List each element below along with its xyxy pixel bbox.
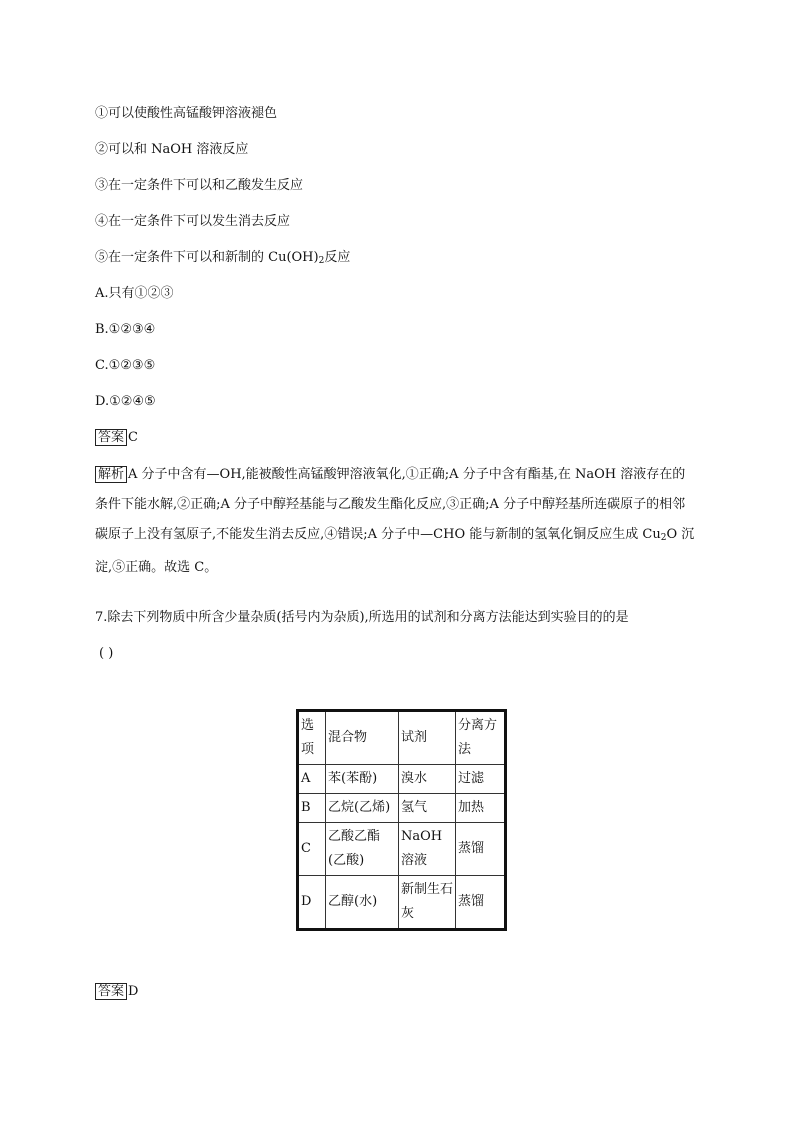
- table-row: [298, 876, 506, 930]
- option-a: A.只有①②③: [95, 286, 174, 301]
- statement-5: [95, 248, 350, 271]
- table-cell: 加热: [456, 794, 506, 823]
- analysis: [95, 460, 695, 583]
- table-header-cell: 混合物: [326, 711, 399, 765]
- answer-7: [95, 982, 138, 1002]
- table-cell: B: [298, 794, 326, 823]
- option-d: D.①②④⑤: [95, 394, 156, 409]
- options-table: [296, 709, 507, 931]
- table-header-cell: 选项: [298, 711, 326, 765]
- table-cell: 乙烷(乙烯): [326, 794, 399, 823]
- option-c: C.①②③⑤: [95, 358, 156, 373]
- table-header-cell: 试剂: [399, 711, 456, 765]
- analysis-sub: 2: [660, 533, 667, 543]
- table-cell: 乙醇(水): [326, 876, 399, 930]
- table-cell: 溴水: [399, 765, 456, 794]
- table-row: [298, 794, 506, 823]
- statement-4: ④在一定条件下可以发生消去反应: [95, 214, 291, 229]
- table-cell: NaOH 溶液: [399, 823, 456, 876]
- answer-value: D: [128, 984, 139, 999]
- answer-6: [95, 428, 138, 448]
- answer-label: 答案: [95, 983, 127, 1000]
- question-7-blank: ( ): [99, 646, 114, 661]
- statement-2: ②可以和 NaOH 溶液反应: [95, 142, 249, 157]
- table-cell: 氢气: [399, 794, 456, 823]
- statement-1: ①可以使酸性高锰酸钾溶液褪色: [95, 106, 278, 121]
- option-b: B.①②③④: [95, 322, 156, 337]
- table-cell: 过滤: [456, 765, 506, 794]
- table-cell: 乙酸乙酯(乙酸): [326, 823, 399, 876]
- statement-3: ③在一定条件下可以和乙酸发生反应: [95, 178, 304, 193]
- analysis-text-1: A 分子中含有—OH,能被酸性高锰酸钾溶液氧化,①正确;A 分子中含有酯基,在 NaOH 溶液存在的条件下能水解,②正确;A 分子中醇羟基能与乙酸发生酯化反应,③正确;A 分子中醇羟基所连碳原子的相邻碳原子上没有氢原子,不能发生消去反应,④错误;A 分子中—CHO 能与新制的氢氧化铜反应生成 Cu: [95, 467, 686, 542]
- table-cell: 蒸馏: [456, 876, 506, 930]
- table-header-cell: 分离方法: [456, 711, 506, 765]
- answer-value: C: [128, 430, 138, 445]
- statement-5-pre: ⑤在一定条件下可以和新制的 Cu(OH): [95, 250, 319, 265]
- question-7: 7.除去下列物质中所含少量杂质(括号内为杂质),所选用的试剂和分离方法能达到实验目的的是: [95, 610, 629, 625]
- answer-label: 答案: [95, 429, 127, 446]
- statement-5-post: 反应: [324, 250, 351, 265]
- table-cell: 新制生石灰: [399, 876, 456, 930]
- analysis-text-2: O 沉淀,⑤正确。故选 C。: [95, 527, 695, 575]
- table-cell: D: [298, 876, 326, 930]
- statement-5-sub: 2: [318, 256, 325, 266]
- analysis-label: 解析: [95, 466, 127, 483]
- table-cell: C: [298, 823, 326, 876]
- table-cell: A: [298, 765, 326, 794]
- table-row: [298, 765, 506, 794]
- table-cell: 苯(苯酚): [326, 765, 399, 794]
- table-cell: 蒸馏: [456, 823, 506, 876]
- table-header-row: [298, 711, 506, 765]
- table-row: [298, 823, 506, 876]
